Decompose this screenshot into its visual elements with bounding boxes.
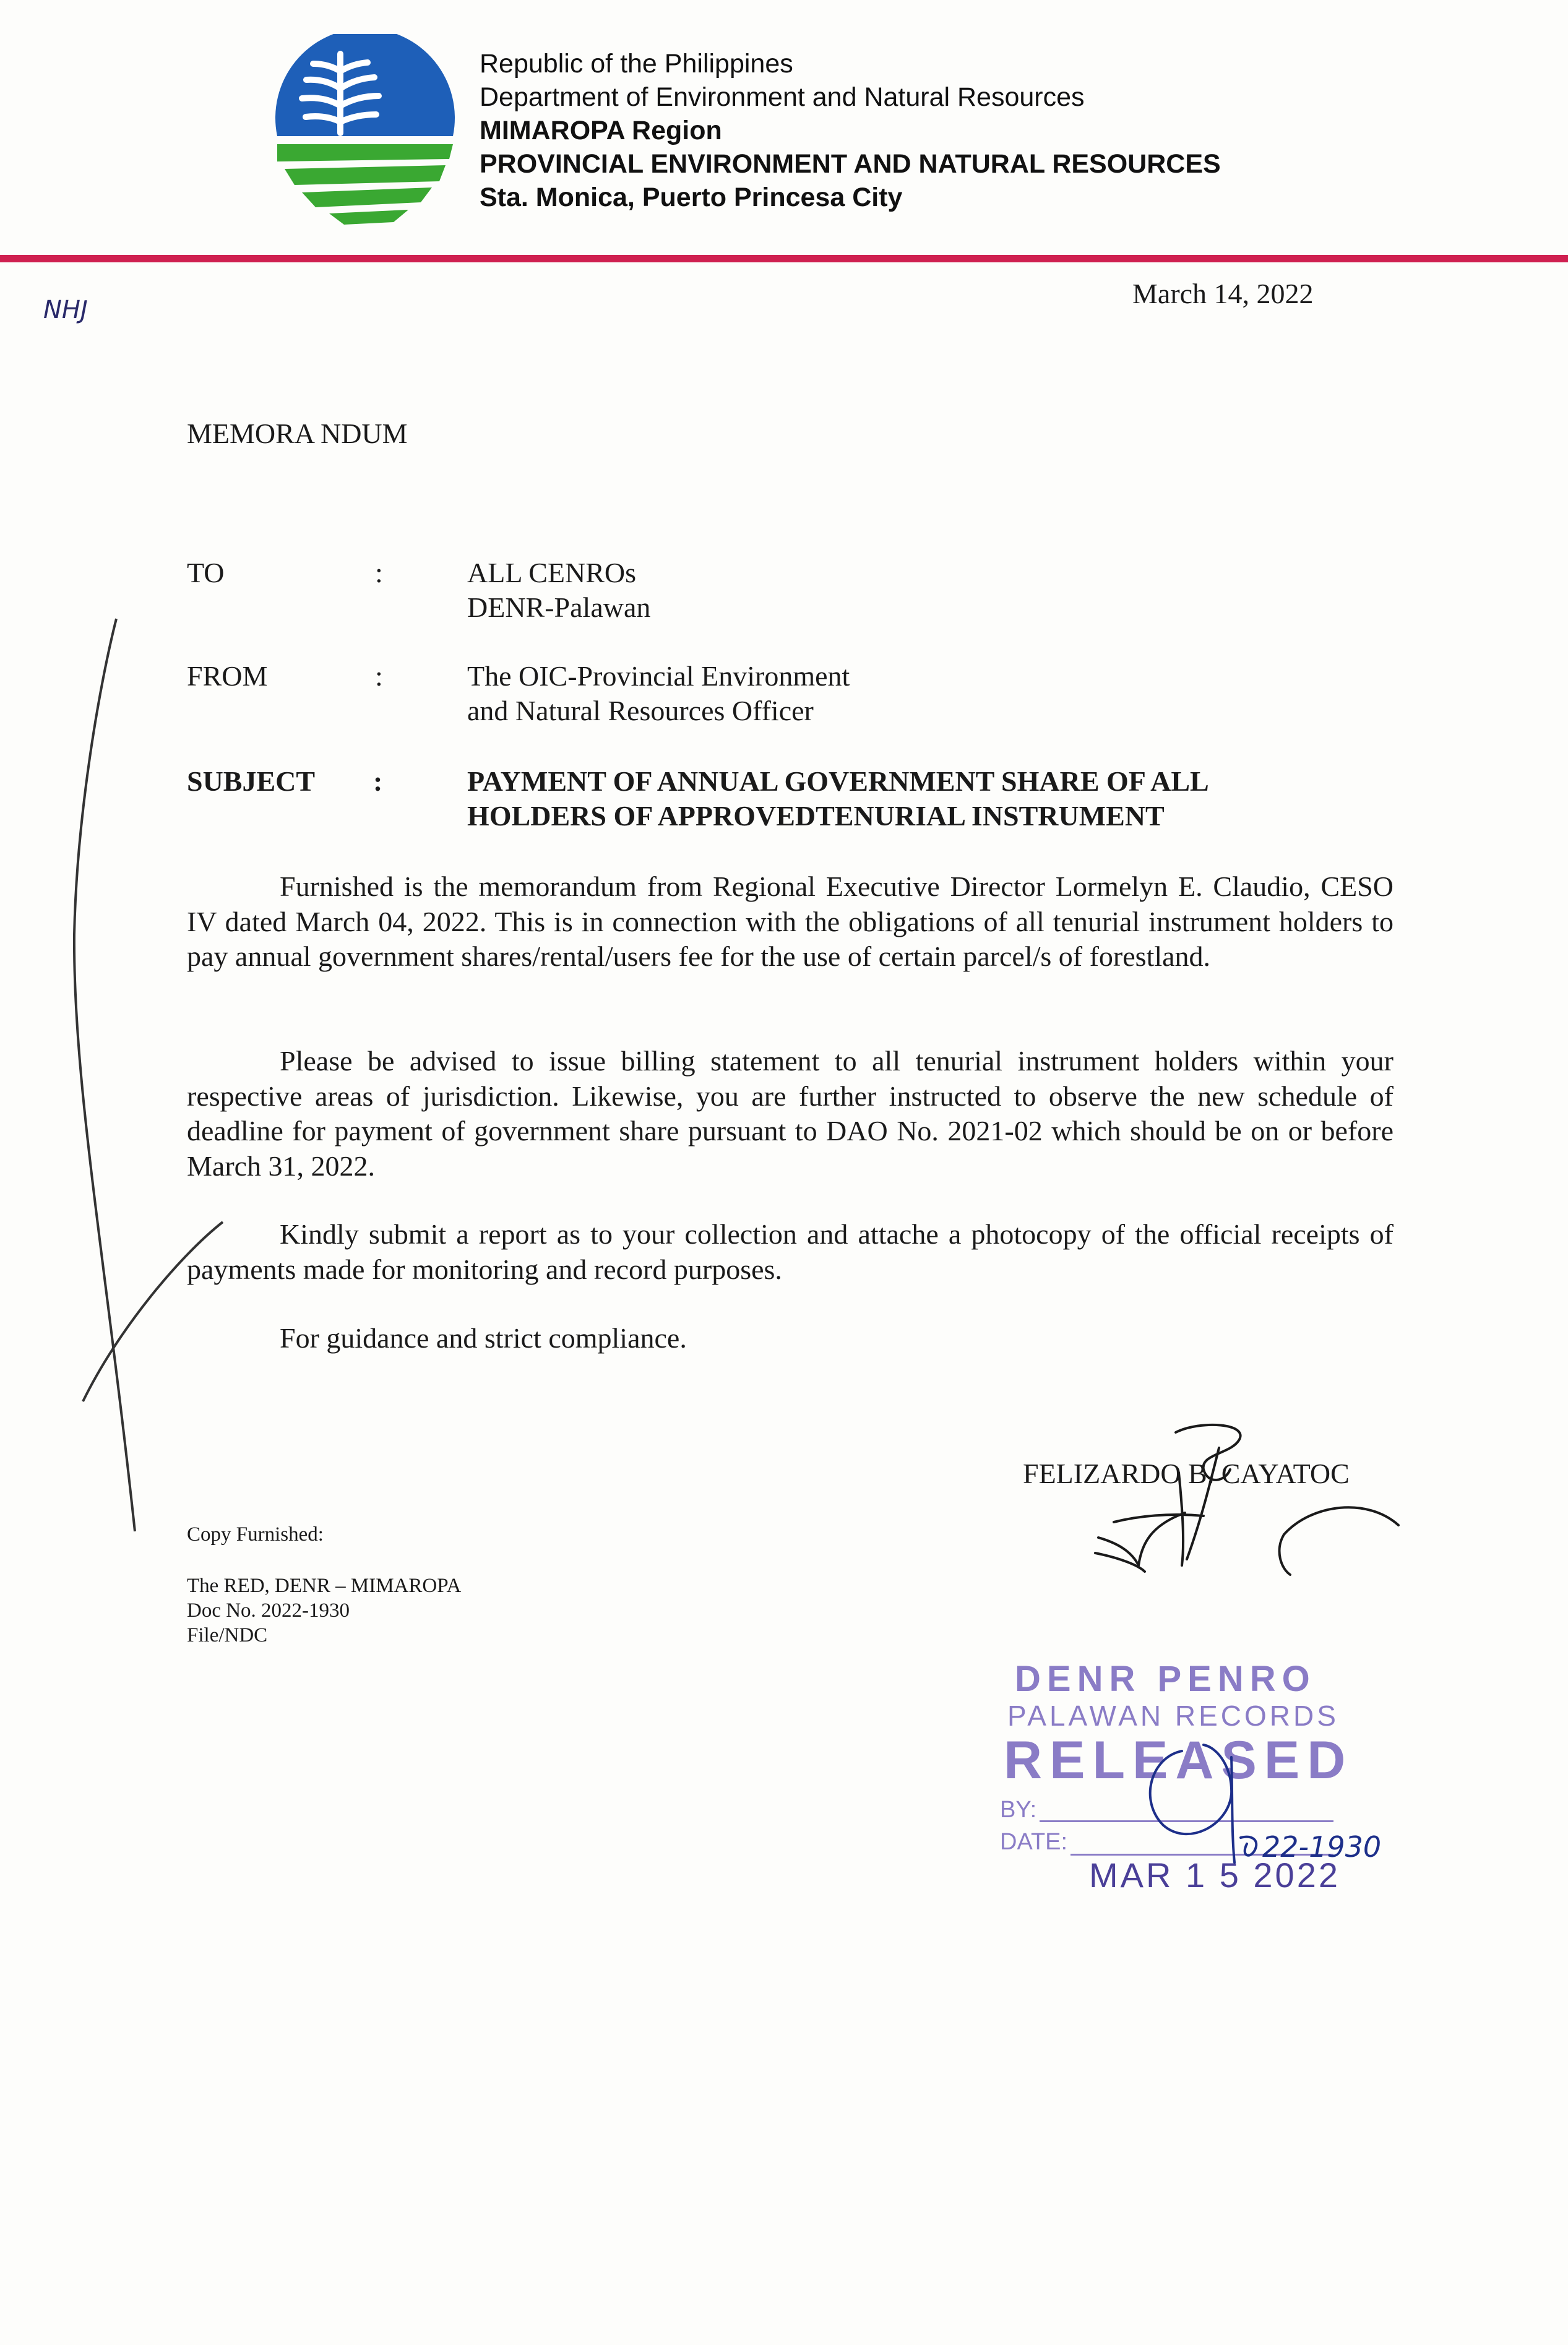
signature [1077,1411,1423,1596]
body-paragraph-3 [187,1217,1394,1287]
copy-furnished-file: File/NDC [187,1624,268,1646]
from-label: FROM [187,660,268,692]
handwritten-doc-number: 22-1930 [1262,1830,1382,1864]
subject-label: SUBJECT [187,765,316,797]
from-separator: : [375,660,383,692]
stamp-date-label: DATE: [1000,1829,1068,1855]
stamp-released: RELEASED [1004,1731,1353,1790]
from-line-2: and Natural Resources Officer [467,695,814,726]
letterhead-address: Sta. Monica, Puerto Princesa City [480,183,903,212]
body-paragraph-2 [187,1044,1394,1184]
body-paragraph-3-text: Kindly submit a report as to your collection and attache a photocopy of the official receipts of payments made for monitoring and record purposes. [187,1218,1394,1285]
body-paragraph-4-text: For guidance and strict compliance. [280,1322,687,1354]
denr-logo [272,34,458,226]
subject-text [467,764,1395,833]
from-sender [467,659,1333,728]
stamp-date-value: MAR 1 5 2022 [1089,1856,1340,1895]
stamp-by-label: BY: [1000,1797,1037,1823]
letterhead [480,47,1346,214]
header-divider [0,255,1568,262]
subject-line-1: PAYMENT OF ANNUAL GOVERNMENT SHARE OF ALL [467,765,1209,797]
to-separator: : [375,557,383,588]
from-line-1: The OIC-Provincial Environment [467,660,850,692]
body-paragraph-2-text: Please be advised to issue billing statement to all tenurial instrument holders within your respective areas of jurisdiction. Likewise, you are further instructed to observe the new schedule of deadline for payment of government share pursuant to DAO No. 2021-02 which should be on or before March 31, 2022. [187,1045,1394,1182]
copy-furnished-recipient: The RED, DENR – MIMAROPA [187,1575,462,1597]
margin-checkmark [68,613,241,1553]
copy-furnished-doc-no: Doc No. 2022-1930 [187,1599,350,1622]
signatory-name: FELIZARDO B. CAYATOC [1023,1458,1350,1489]
copy-furnished-label: Copy Furnished: [187,1523,324,1546]
subject-line-2: HOLDERS OF APPROVEDTENURIAL INSTRUMENT [467,800,1165,832]
body-paragraph-1-text: Furnished is the memorandum from Regional Executive Director Lormelyn E. Claudio, CESO IV dated March 04, 2022. This is in connection with the obligations of all tenurial instrument holders to pay annual government shares/rental/users fee for the use of certain parcel/s of forestland. [187,871,1394,972]
letterhead-region: MIMAROPA Region [480,116,722,145]
letterhead-office: PROVINCIAL ENVIRONMENT AND NATURAL RESOURCES [480,149,1221,179]
copy-furnished-list [187,1573,682,1648]
stamp-office: DENR PENRO [1015,1659,1316,1699]
subject-separator: : [373,765,383,797]
to-label: TO [187,557,225,588]
to-line-1: ALL CENROs [467,557,637,588]
to-recipient [467,556,1333,625]
body-paragraph-1 [187,869,1394,975]
to-line-2: DENR-Palawan [467,592,651,623]
memo-type: MEMORA NDUM [187,418,408,449]
stamp-ink-scribble [1120,1732,1306,1869]
letterhead-republic: Republic of the Philippines [480,49,793,79]
released-stamp [996,1658,1429,1906]
memo-date: March 14, 2022 [1132,278,1314,309]
body-paragraph-4 [187,1321,1394,1356]
margin-initials: NHJ [43,296,88,324]
letterhead-department: Department of Environment and Natural Resources [480,82,1085,112]
stamp-records: PALAWAN RECORDS [1007,1700,1339,1732]
